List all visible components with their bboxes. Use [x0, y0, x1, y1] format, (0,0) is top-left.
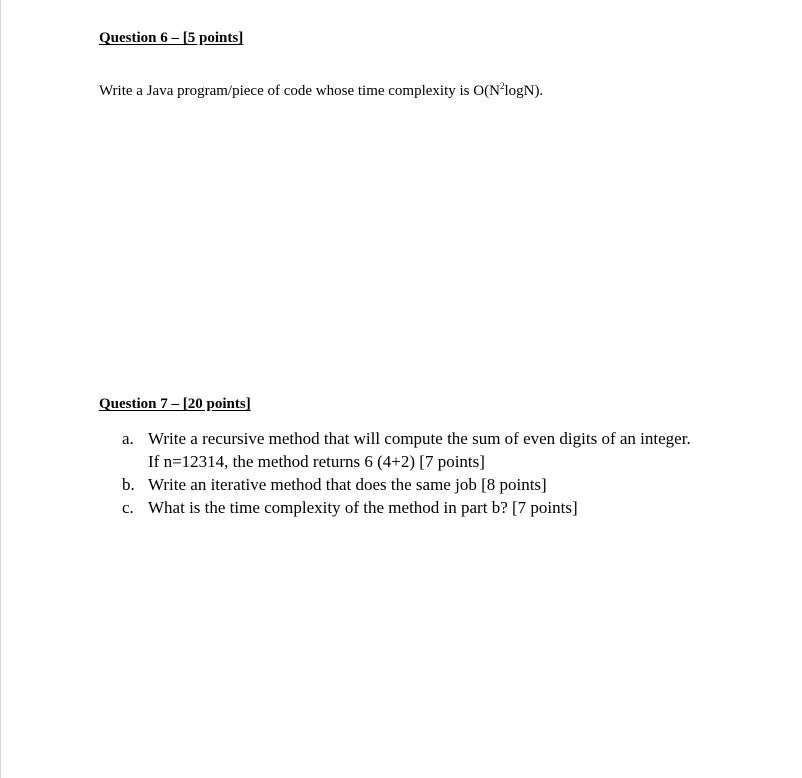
question-6-exponent: 2 — [499, 81, 505, 91]
question-7-part-b — [122, 473, 722, 496]
part-text: Write a recursive method that will compute the sum of even digits of an integer. If n=12314, the method returns 6 (4+2) [7 points] — [148, 429, 691, 471]
question-6-prompt — [99, 81, 544, 99]
question-7-part-c — [122, 496, 722, 519]
part-marker: c. — [122, 498, 134, 517]
page-left-edge — [0, 0, 1, 778]
question-6-heading: Question 6 – [5 points] — [99, 30, 244, 46]
question-7-heading: Question 7 – [20 points] — [99, 396, 251, 412]
question-7-parts — [122, 427, 722, 519]
part-marker: a. — [122, 429, 134, 448]
part-marker: b. — [122, 475, 135, 494]
part-text: Write an iterative method that does the same job [8 points] — [148, 475, 547, 494]
question-6-prompt-end: logN). — [504, 83, 544, 99]
question-7-part-a — [122, 427, 722, 473]
question-6-prompt-text: Write a Java program/piece of code whose time complexity is O(N — [99, 83, 500, 99]
part-text: What is the time complexity of the method in part b? [7 points] — [148, 498, 578, 517]
